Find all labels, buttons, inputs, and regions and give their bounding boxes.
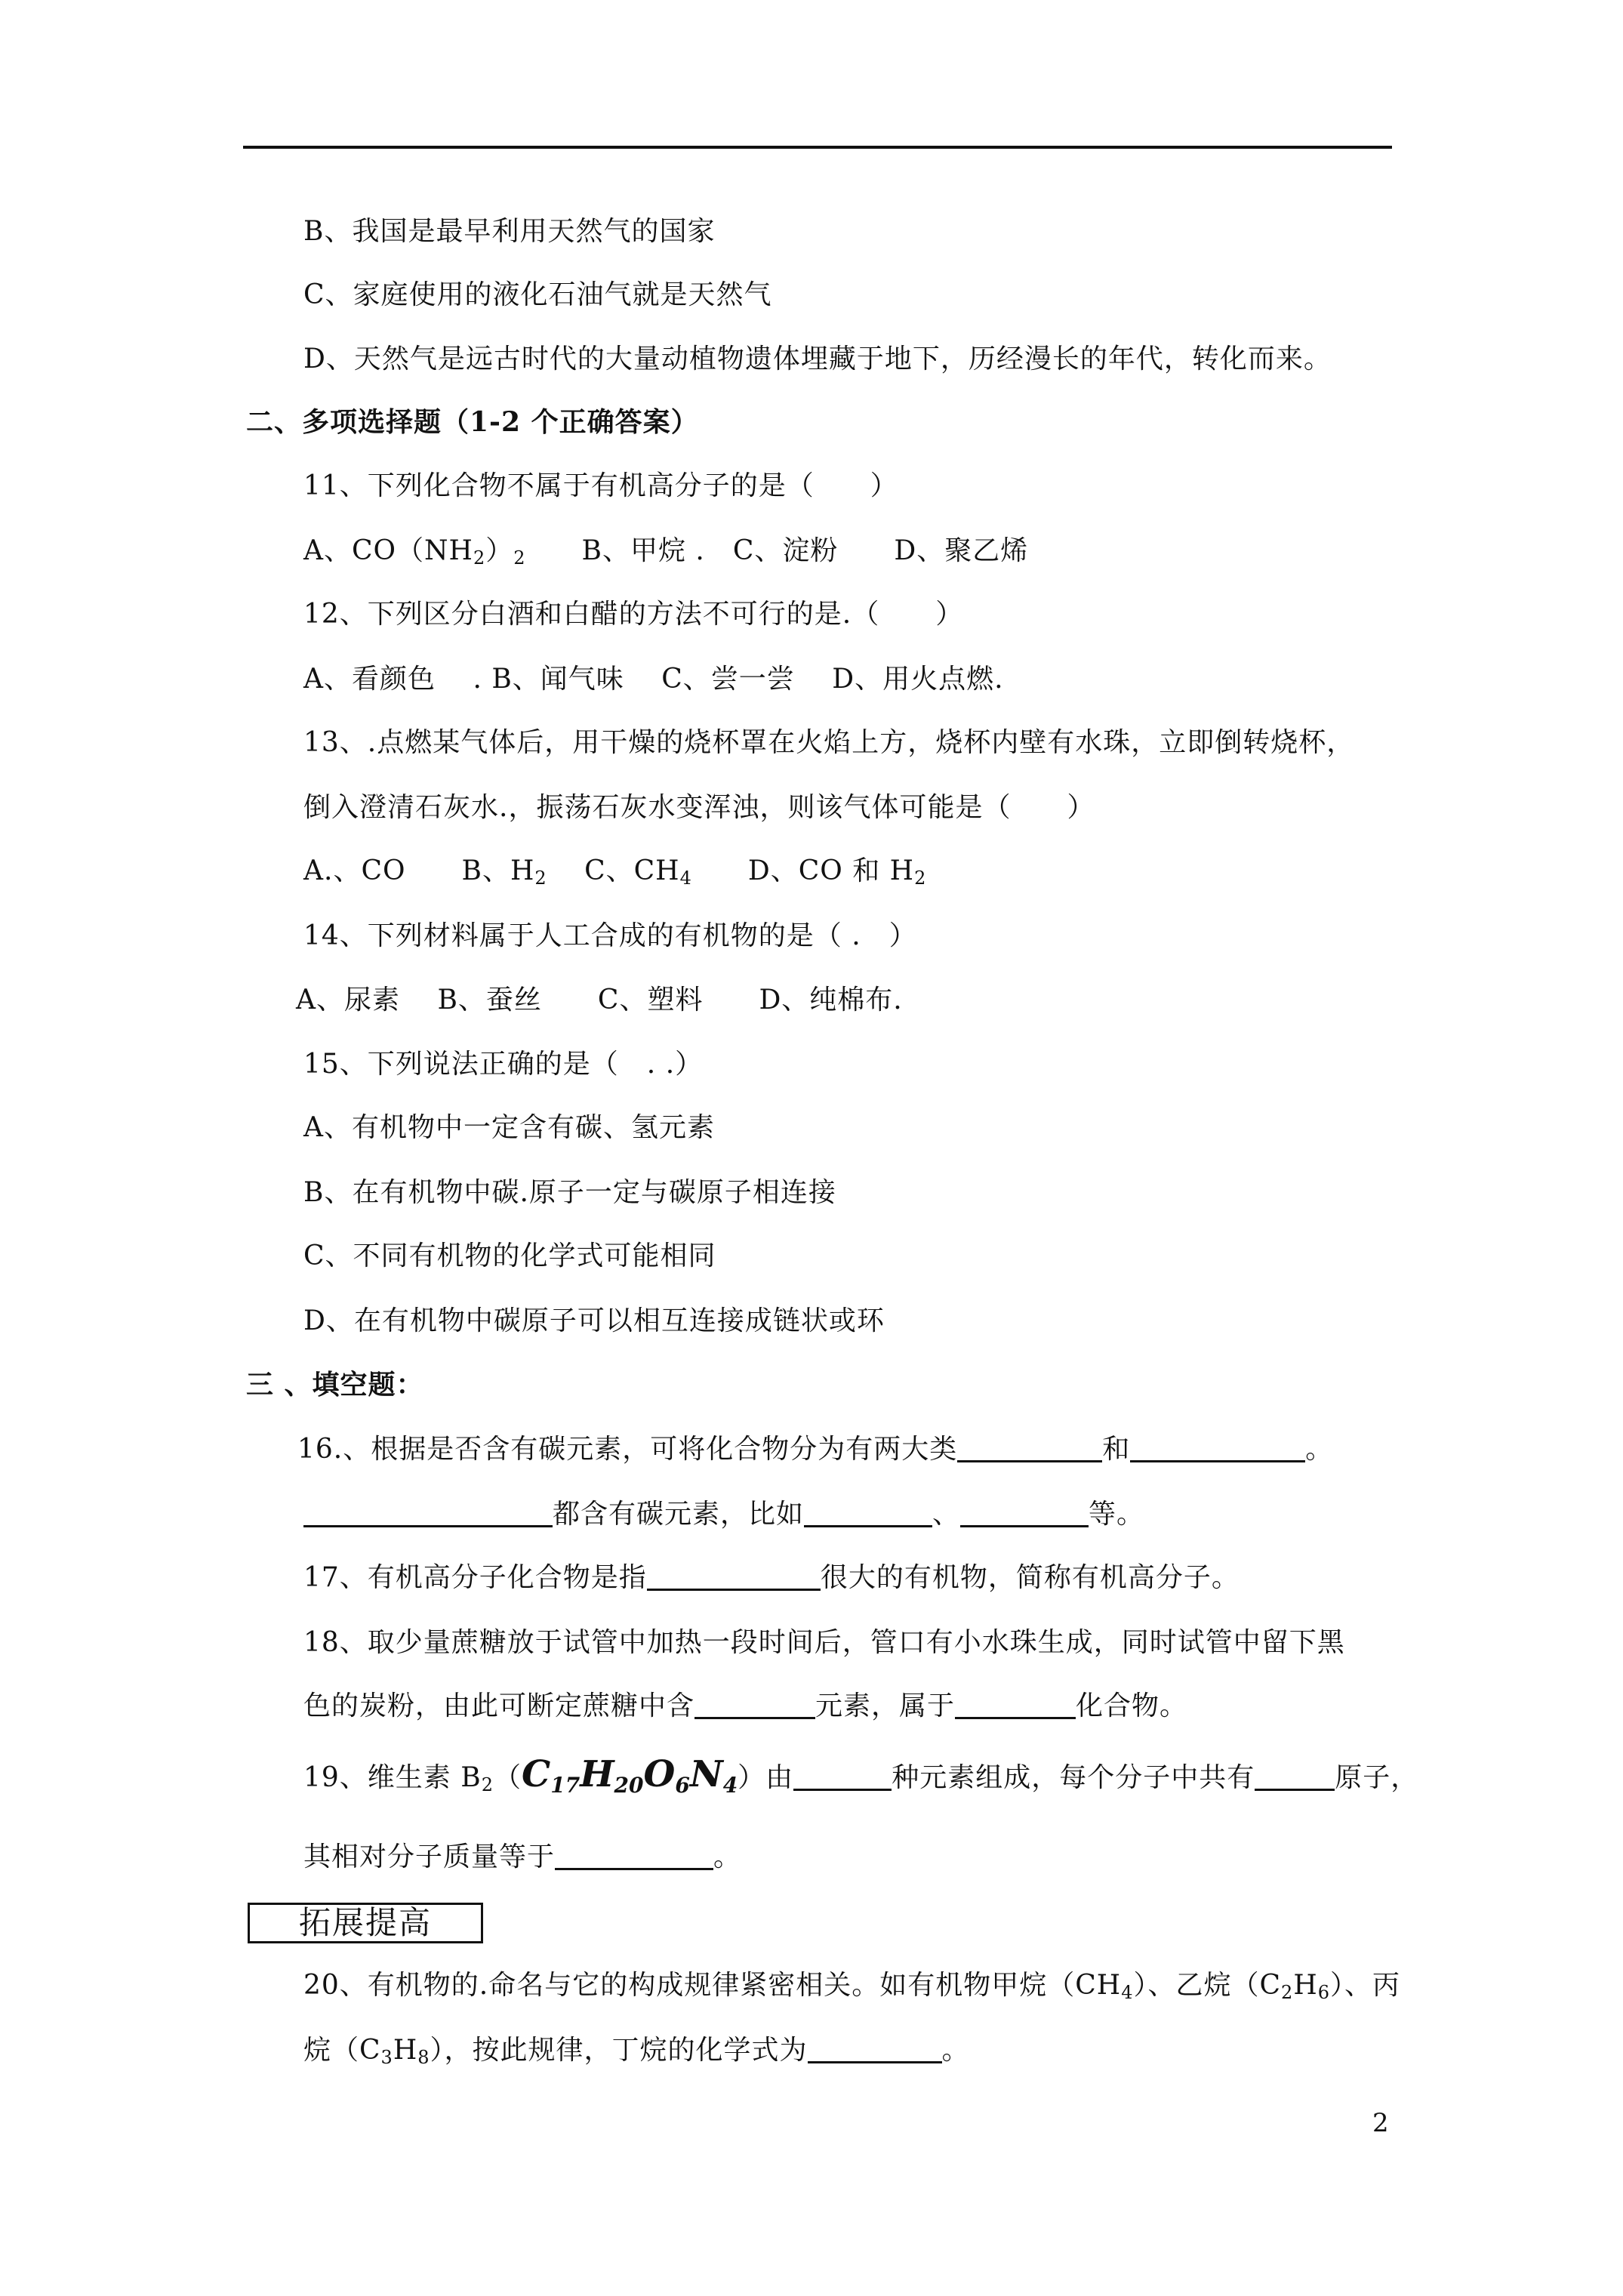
answer-blank[interactable] [804,1498,932,1527]
question-15-option-b: B、在有机物中碳.原子一定与碳原子相连接 [303,1177,836,1208]
option-c-q10: C、家庭使用的液化石油气就是天然气 [303,279,772,310]
question-20-line-2: 烷$(C_3H_8)$，按此规律，丁烷的化学式为 。 [303,2035,970,2068]
question-11-options: A、$CO(NH_2)_2$ B、甲烷 . C、淀粉 D、聚乙烯 [303,535,1029,569]
question-13-line-1: 13、.点燃某气体后，用干燥的烧杯罩在火焰上方，烧杯内壁有水珠，立即倒转烧杯， [303,727,1355,758]
question-14-options: A、尿素 B、蚕丝 C、塑料 D、纯棉布. [296,985,903,1015]
answer-blank[interactable] [694,1690,815,1719]
question-15-option-c: C、不同有机物的化学式可能相同 [303,1240,716,1271]
question-14: 14、下列材料属于人工合成的有机物的是（ . ） [303,920,917,951]
answer-blank[interactable] [647,1561,821,1591]
question-16-line-1: 16.、根据是否含有碳元素，可将化合物分为有两大类 和 。 [297,1434,1334,1465]
question-19-line-2: 其相对分子质量等于 。 [303,1841,742,1872]
section-heading-fill-in: 三 、填空题： [246,1369,424,1401]
header-rule [243,146,1392,149]
question-12-options: A、看颜色 . B、闻气味 C、尝一尝 D、用火点燃. [303,664,1004,695]
question-13-line-2: 倒入澄清石灰水.，振荡石灰水变浑浊，则该气体可能是（ ） [303,792,1095,823]
question-18-line-2: 色的炭粉，由此可断定蔗糖中含 元素，属于 化合物。 [303,1690,1188,1721]
question-11: 11、下列化合物不属于有机高分子的是（ ） [303,470,898,501]
extension-section-label: 拓展提高 [248,1903,483,1943]
answer-blank[interactable] [303,1498,553,1527]
answer-blank[interactable] [793,1761,892,1791]
option-b-q10: B、我国是最早利用天然气的国家 [303,216,716,247]
question-12: 12、下列区分白酒和白醋的方法不可行的是.（ ） [303,599,964,630]
answer-blank[interactable] [555,1841,713,1870]
answer-blank[interactable] [1130,1433,1305,1462]
question-15-option-a: A、有机物中一定含有碳、氢元素 [303,1112,715,1143]
chemical-formula: $C_{17}H_{20}O_6N_4$ [522,1753,738,1798]
question-15-option-d: D、在有机物中碳原子可以相互连接成链状或环 [303,1305,885,1336]
answer-blank[interactable] [1255,1761,1335,1791]
answer-blank[interactable] [955,1690,1076,1719]
question-20-line-1: 20、有机物的.命名与它的构成规律紧密相关。如有机物甲烷$(CH_4)$、乙烷$(C_2H_6)$、丙 [303,1970,1401,2003]
section-heading-multiple-choice: 二、多项选择题（1-2 个正确答案） [246,406,699,438]
answer-blank[interactable] [808,2034,942,2063]
question-15: 15、下列说法正确的是（ . .） [303,1049,704,1080]
page-number: 2 [1372,2108,1389,2138]
answer-blank[interactable] [957,1433,1102,1462]
question-19-line-1: 19、维生素 $B_2(C_{17}H_{20}O_6N_4)$由 种元素组成，每个分子中共有 原子， [303,1753,1419,1798]
question-18-line-1: 18、取少量蔗糖放于试管中加热一段时间后，管口有小水珠生成，同时试管中留下黑 [303,1627,1345,1658]
question-16-line-2: 都含有碳元素，比如 、 等。 [303,1496,1144,1533]
question-17: 17、有机高分子化合物是指 很大的有机物，简称有机高分子。 [303,1562,1240,1593]
question-13-options: A.、CO B、$H_2$ C、$CH_4$ D、CO 和 $H_2$ [303,855,927,889]
answer-blank[interactable] [960,1498,1089,1527]
option-d-q10: D、天然气是远古时代的大量动植物遗体埋藏于地下，历经漫长的年代，转化而来。 [303,344,1332,374]
